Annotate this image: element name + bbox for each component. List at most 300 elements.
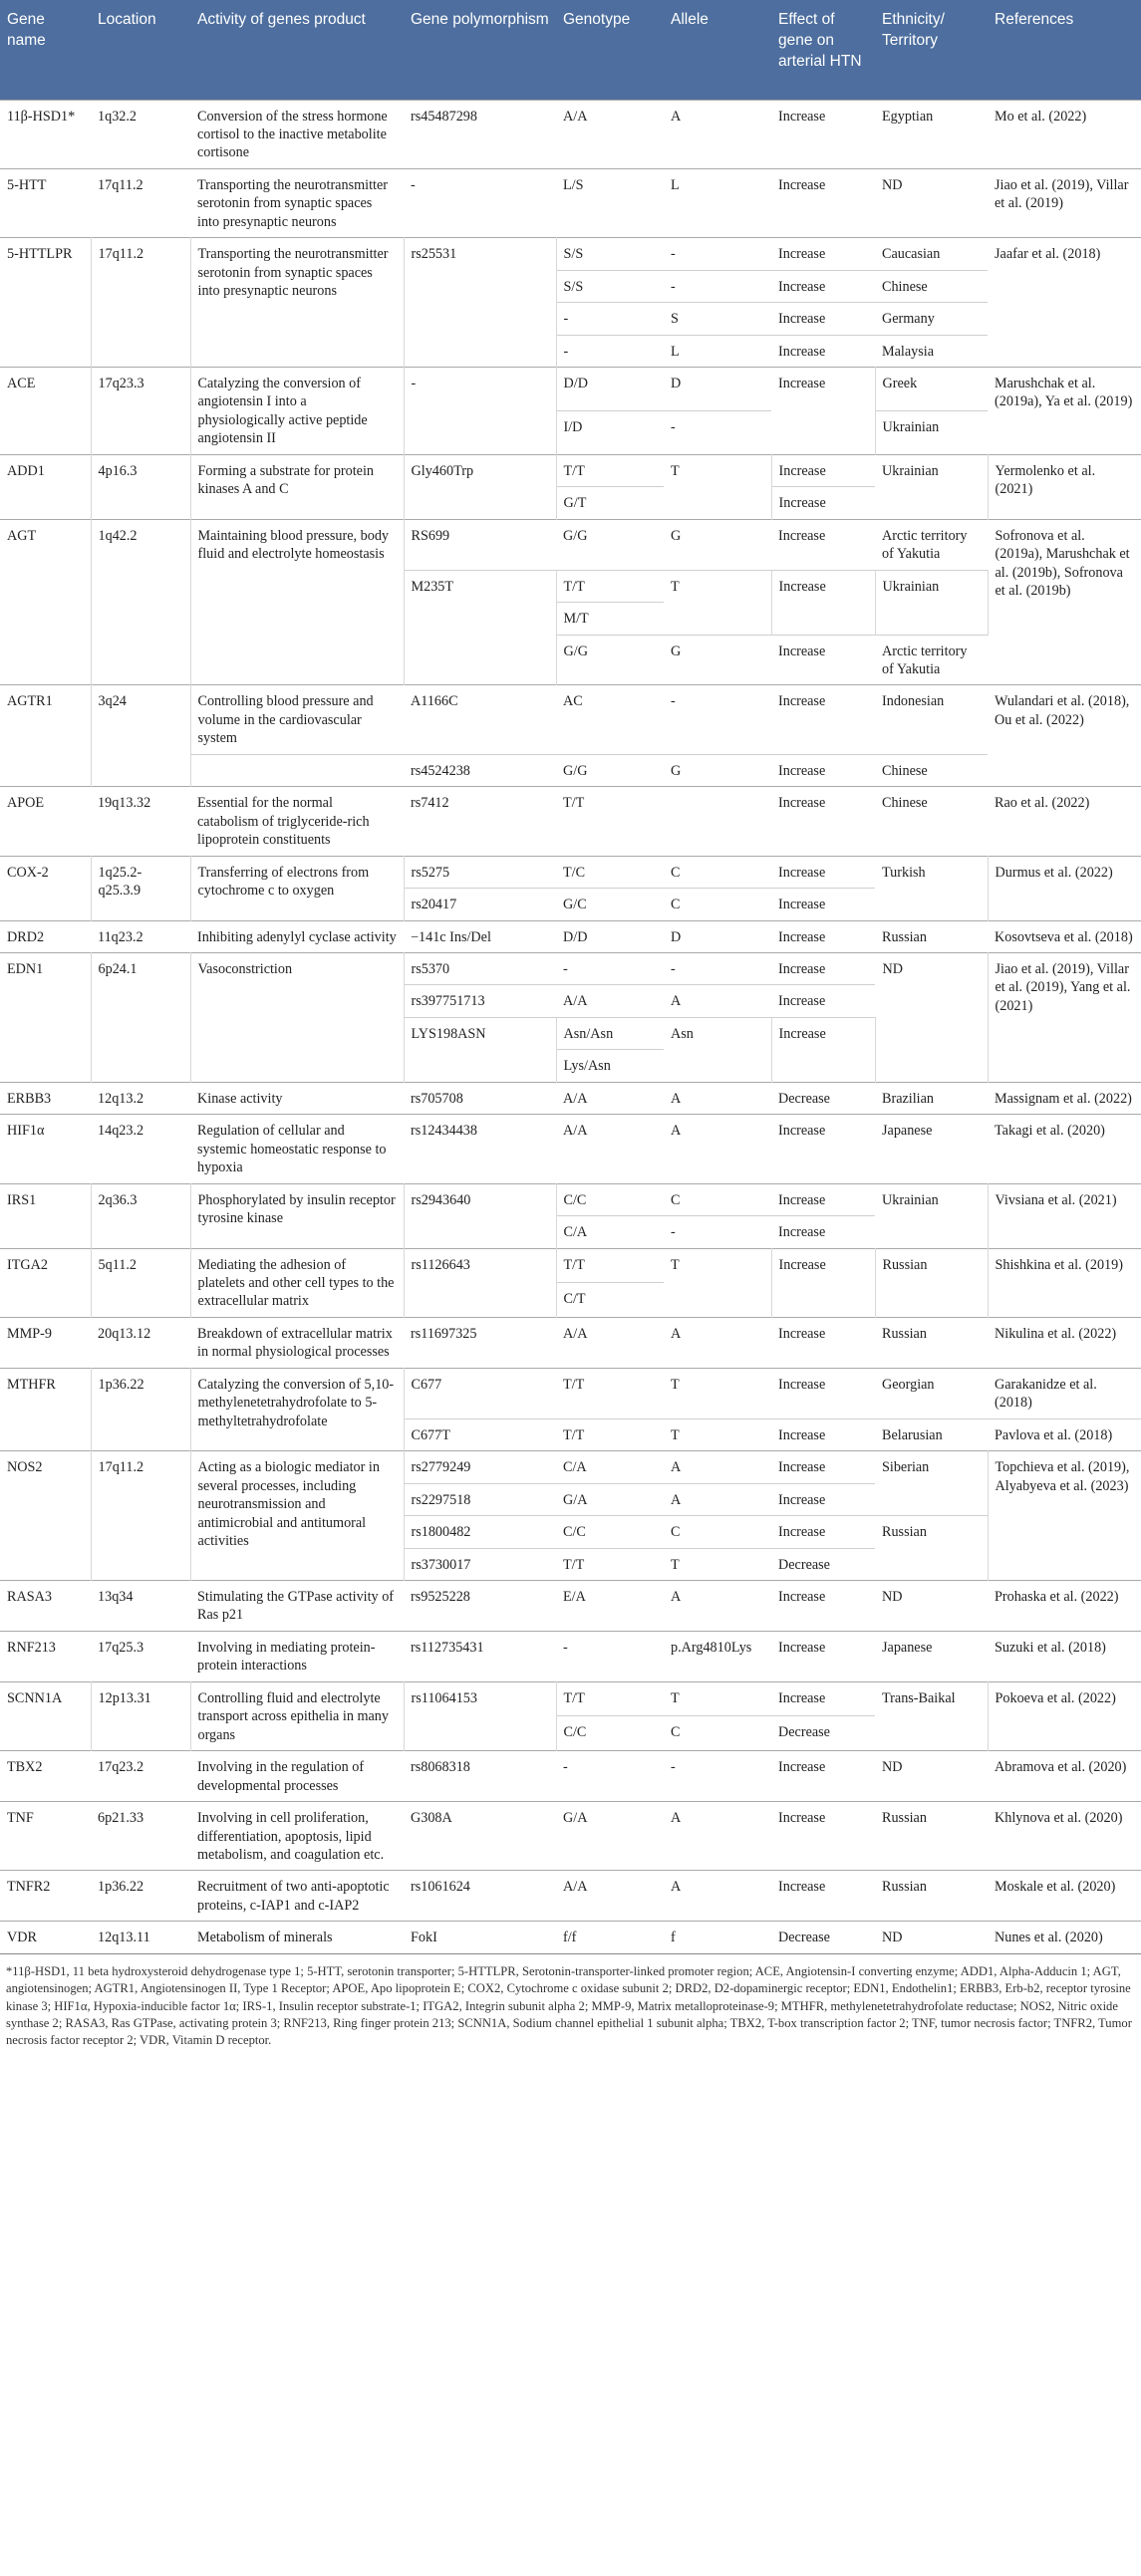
table-cell: ND — [875, 1580, 988, 1631]
table-cell: rs3730017 — [404, 1548, 556, 1580]
table-cell: T/T — [556, 454, 664, 486]
table-cell: T — [664, 1248, 771, 1317]
table-cell: −141c Ins/Del — [404, 920, 556, 952]
table-cell: 17q23.2 — [91, 1751, 190, 1802]
table-cell: Increase — [771, 1216, 875, 1248]
table-cell: rs2297518 — [404, 1483, 556, 1515]
table-cell: Increase — [771, 920, 875, 952]
table-cell: Arctic territory of Yakutia — [875, 519, 988, 570]
header-references: References — [988, 0, 1141, 100]
table-cell: 2q36.3 — [91, 1183, 190, 1248]
table-row — [0, 856, 1141, 888]
table-cell: C/A — [556, 1216, 664, 1248]
table-row — [0, 1451, 1141, 1483]
table-cell: Increase — [771, 100, 875, 168]
table-cell: Russian — [875, 1871, 988, 1922]
table-cell: Increase — [771, 1017, 875, 1082]
table-cell: A — [664, 1802, 771, 1871]
table-cell: 6p21.33 — [91, 1802, 190, 1871]
table-cell: ERBB3 — [0, 1082, 91, 1114]
table-cell: Increase — [771, 1681, 875, 1716]
table-cell: D — [664, 920, 771, 952]
table-row — [0, 787, 1141, 856]
table-cell: rs2943640 — [404, 1183, 556, 1248]
table-cell: HIF1α — [0, 1115, 91, 1183]
table-cell: 3q24 — [91, 685, 190, 787]
table-cell: ND — [875, 1922, 988, 1953]
table-cell: Increase — [771, 754, 875, 786]
table-cell: Chinese — [875, 787, 988, 856]
table-row — [0, 519, 1141, 570]
table-cell: Increase — [771, 1368, 875, 1418]
table-cell: - — [664, 238, 771, 270]
table-cell: Germany — [875, 303, 988, 335]
table-cell: A — [664, 1580, 771, 1631]
table-cell: Russian — [875, 1802, 988, 1871]
table-cell: Chinese — [875, 270, 988, 302]
table-cell: 19q13.32 — [91, 787, 190, 856]
table-cell: - — [664, 685, 771, 754]
table-row — [0, 368, 1141, 411]
table-cell: - — [664, 953, 771, 985]
table-cell: Prohaska et al. (2022) — [988, 1580, 1141, 1631]
table-cell: Asn/Asn — [556, 1017, 664, 1049]
table-cell: ND — [875, 1751, 988, 1802]
table-cell: Increase — [771, 303, 875, 335]
table-cell: 5q11.2 — [91, 1248, 190, 1317]
table-cell: A/A — [556, 1082, 664, 1114]
table-cell: f — [664, 1922, 771, 1953]
table-cell: rs397751713 — [404, 985, 556, 1017]
table-cell: Vasoconstriction — [190, 953, 404, 1083]
table-cell: Kosovtseva et al. (2018) — [988, 920, 1141, 952]
table-cell: Mo et al. (2022) — [988, 100, 1141, 168]
table-cell: C — [664, 856, 771, 888]
table-cell: 17q11.2 — [91, 238, 190, 368]
table-cell: Increase — [771, 685, 875, 754]
table-cell — [664, 787, 771, 856]
table-cell: IRS1 — [0, 1183, 91, 1248]
header-gene-name: Gene name — [0, 0, 91, 100]
table-cell: C/C — [556, 1516, 664, 1548]
table-cell: Decrease — [771, 1548, 875, 1580]
table-cell: 17q11.2 — [91, 168, 190, 237]
table-cell: Increase — [771, 1631, 875, 1681]
table-cell: 14q23.2 — [91, 1115, 190, 1183]
table-cell: M235T — [404, 570, 556, 685]
table-cell: ADD1 — [0, 454, 91, 519]
table-cell: Increase — [771, 368, 875, 455]
table-cell: MMP-9 — [0, 1317, 91, 1368]
table-body — [0, 100, 1141, 1953]
table-cell: M/T — [556, 603, 664, 635]
table-cell: A — [664, 985, 771, 1017]
table-cell: 5-HTT — [0, 168, 91, 237]
table-cell: rs45487298 — [404, 100, 556, 168]
table-cell: 1p36.22 — [91, 1368, 190, 1450]
table-cell: - — [664, 1216, 771, 1248]
table-cell: G/C — [556, 889, 664, 920]
table-cell: T/T — [556, 1548, 664, 1580]
table-cell: rs25531 — [404, 238, 556, 368]
table-cell: ND — [875, 168, 988, 237]
table-row — [0, 1082, 1141, 1114]
table-cell: Russian — [875, 1317, 988, 1368]
table-cell: G/A — [556, 1483, 664, 1515]
table-cell: L/S — [556, 168, 664, 237]
table-cell: T — [664, 1548, 771, 1580]
table-cell: Involving in mediating protein-protein interactions — [190, 1631, 404, 1681]
table-cell: Increase — [771, 856, 875, 888]
table-cell: Abramova et al. (2020) — [988, 1751, 1141, 1802]
table-cell: - — [664, 270, 771, 302]
table-cell: Shishkina et al. (2019) — [988, 1248, 1141, 1317]
table-cell: 6p24.1 — [91, 953, 190, 1083]
table-row — [0, 1751, 1141, 1802]
table-cell: T/T — [556, 570, 664, 602]
table-cell: FokI — [404, 1922, 556, 1953]
table-cell: rs11697325 — [404, 1317, 556, 1368]
table-row — [0, 1317, 1141, 1368]
table-cell: Georgian — [875, 1368, 988, 1418]
table-cell — [190, 754, 404, 786]
table-cell: rs12434438 — [404, 1115, 556, 1183]
table-cell: Increase — [771, 570, 875, 635]
table-cell: 1p36.22 — [91, 1871, 190, 1922]
table-cell: Increase — [771, 1871, 875, 1922]
table-cell: Transporting the neurotransmitter serotonin from synaptic spaces into presynaptic neurons — [190, 168, 404, 237]
table-cell: Mediating the adhesion of platelets and other cell types to the extracellular matrix — [190, 1248, 404, 1317]
table-cell: Increase — [771, 1580, 875, 1631]
table-cell: Increase — [771, 270, 875, 302]
table-cell: TNFR2 — [0, 1871, 91, 1922]
table-row — [0, 1115, 1141, 1183]
table-cell: C/T — [556, 1283, 664, 1318]
table-cell: G/A — [556, 1802, 664, 1871]
table-cell: Increase — [771, 238, 875, 270]
table-cell: Catalyzing the conversion of 5,10-methylenetetrahydrofolate to 5-methyltetrahydrofolate — [190, 1368, 404, 1450]
table-cell: Increase — [771, 487, 875, 519]
table-cell: 12q13.2 — [91, 1082, 190, 1114]
table-cell: G308A — [404, 1802, 556, 1871]
table-cell: Russian — [875, 1516, 988, 1581]
table-cell: - — [664, 410, 771, 454]
table-cell: Kinase activity — [190, 1082, 404, 1114]
table-cell: Suzuki et al. (2018) — [988, 1631, 1141, 1681]
table-cell: 17q25.3 — [91, 1631, 190, 1681]
table-cell: Increase — [771, 1802, 875, 1871]
table-cell: Controlling fluid and electrolyte transport across epithelia in many organs — [190, 1681, 404, 1750]
table-cell: Ukrainian — [875, 410, 988, 454]
table-cell: 17q11.2 — [91, 1451, 190, 1581]
table-cell: E/A — [556, 1580, 664, 1631]
table-cell: S/S — [556, 238, 664, 270]
table-cell: AGT — [0, 519, 91, 685]
table-cell: Increase — [771, 519, 875, 570]
table-cell: A/A — [556, 985, 664, 1017]
table-cell: Phosphorylated by insulin receptor tyrosine kinase — [190, 1183, 404, 1248]
table-cell: Topchieva et al. (2019), Alyabyeva et al. (2023) — [988, 1451, 1141, 1581]
table-cell: Chinese — [875, 754, 988, 786]
table-cell: Malaysia — [875, 335, 988, 367]
table-cell: Increase — [771, 1418, 875, 1450]
table-cell: LYS198ASN — [404, 1017, 556, 1082]
table-cell: Pokoeva et al. (2022) — [988, 1681, 1141, 1750]
table-cell: Increase — [771, 335, 875, 367]
table-cell: T/T — [556, 1681, 664, 1716]
table-cell: Belarusian — [875, 1418, 988, 1450]
table-cell: C/A — [556, 1451, 664, 1483]
table-cell: Ukrainian — [875, 454, 988, 519]
table-cell: VDR — [0, 1922, 91, 1953]
table-cell: A — [664, 1115, 771, 1183]
table-cell: Increase — [771, 1451, 875, 1483]
table-cell: Ukrainian — [875, 570, 988, 635]
table-cell: COX-2 — [0, 856, 91, 920]
table-cell: T — [664, 1418, 771, 1450]
table-cell: Controlling blood pressure and volume in the cardiovascular system — [190, 685, 404, 754]
table-cell: S — [664, 303, 771, 335]
table-cell: Asn — [664, 1017, 771, 1082]
table-row — [0, 168, 1141, 237]
table-cell: A/A — [556, 1115, 664, 1183]
table-cell: Involving in cell proliferation, differentiation, apoptosis, lipid metabolism, and coagulation etc. — [190, 1802, 404, 1871]
table-cell: - — [556, 1751, 664, 1802]
table-cell: T/T — [556, 787, 664, 856]
table-cell: Egyptian — [875, 100, 988, 168]
table-cell: Khlynova et al. (2020) — [988, 1802, 1141, 1871]
table-cell: C677T — [404, 1418, 556, 1450]
table-cell: A/A — [556, 100, 664, 168]
table-cell: Lys/Asn — [556, 1050, 664, 1082]
table-cell: AC — [556, 685, 664, 754]
table-cell: Decrease — [771, 1716, 875, 1751]
table-cell: T/T — [556, 1418, 664, 1450]
table-row — [0, 1248, 1141, 1283]
table-cell: L — [664, 335, 771, 367]
table-cell: - — [556, 1631, 664, 1681]
table-cell: Increase — [771, 985, 875, 1017]
table-cell: Increase — [771, 1248, 875, 1317]
table-cell: Involving in the regulation of developmental processes — [190, 1751, 404, 1802]
table-cell: Pavlova et al. (2018) — [988, 1418, 1141, 1450]
table-cell: Jaafar et al. (2018) — [988, 238, 1141, 368]
table-cell: MTHFR — [0, 1368, 91, 1450]
table-cell: Russian — [875, 920, 988, 952]
table-cell: Indonesian — [875, 685, 988, 754]
table-cell: Greek — [875, 368, 988, 411]
table-cell: Inhibiting adenylyl cyclase activity — [190, 920, 404, 952]
table-cell: rs1061624 — [404, 1871, 556, 1922]
table-cell: RASA3 — [0, 1580, 91, 1631]
table-cell: Nunes et al. (2020) — [988, 1922, 1141, 1953]
table-cell: C/C — [556, 1716, 664, 1751]
table-cell: C — [664, 1716, 771, 1751]
table-cell: Increase — [771, 953, 875, 985]
table-cell: G/T — [556, 487, 664, 519]
table-cell: D/D — [556, 368, 664, 411]
table-row — [0, 920, 1141, 952]
table-cell: - — [404, 368, 556, 455]
table-cell: 11β-HSD1* — [0, 100, 91, 168]
table-cell: G/G — [556, 754, 664, 786]
table-cell: A — [664, 1871, 771, 1922]
table-cell: - — [556, 953, 664, 985]
table-cell: G/G — [556, 635, 664, 685]
table-cell: rs9525228 — [404, 1580, 556, 1631]
table-cell: rs11064153 — [404, 1681, 556, 1750]
header-polymorphism: Gene polymorphism — [404, 0, 556, 100]
table-row — [0, 100, 1141, 168]
table-cell: Russian — [875, 1248, 988, 1317]
table-row — [0, 1922, 1141, 1953]
table-cell: L — [664, 168, 771, 237]
table-cell: A/A — [556, 1317, 664, 1368]
table-cell: RS699 — [404, 519, 556, 570]
table-cell: Durmus et al. (2022) — [988, 856, 1141, 920]
table-cell: Ukrainian — [875, 1183, 988, 1248]
table-cell: Gly460Trp — [404, 454, 556, 519]
table-cell: p.Arg4810Lys — [664, 1631, 771, 1681]
table-cell: rs2779249 — [404, 1451, 556, 1483]
table-row — [0, 1183, 1141, 1215]
table-cell: Wulandari et al. (2018), Ou et al. (2022) — [988, 685, 1141, 787]
table-cell: TBX2 — [0, 1751, 91, 1802]
table-cell: rs8068318 — [404, 1751, 556, 1802]
table-cell: Forming a substrate for protein kinases A and C — [190, 454, 404, 519]
table-cell: Increase — [771, 787, 875, 856]
table-cell: G — [664, 754, 771, 786]
table-cell: 1q42.2 — [91, 519, 190, 685]
table-cell: Transporting the neurotransmitter serotonin from synaptic spaces into presynaptic neurons — [190, 238, 404, 368]
table-cell: Sofronova et al. (2019a), Marushchak et al. (2019b), Sofronova et al. (2019b) — [988, 519, 1141, 685]
table-cell: Jiao et al. (2019), Villar et al. (2019) — [988, 168, 1141, 237]
table-cell: T — [664, 454, 771, 519]
table-cell: Turkish — [875, 856, 988, 920]
table-cell: A — [664, 1317, 771, 1368]
table-cell: A — [664, 1082, 771, 1114]
table-cell: - — [664, 1751, 771, 1802]
table-row — [0, 953, 1141, 985]
table-cell: rs1800482 — [404, 1516, 556, 1548]
table-cell: Acting as a biologic mediator in several processes, including neurotransmission and antimicrobial and antitumoral activities — [190, 1451, 404, 1581]
table-cell: rs7412 — [404, 787, 556, 856]
table-cell: T/T — [556, 1248, 664, 1283]
table-cell: A — [664, 1451, 771, 1483]
table-cell: Increase — [771, 454, 875, 486]
table-row — [0, 1631, 1141, 1681]
table-cell: C677 — [404, 1368, 556, 1418]
table-row — [0, 685, 1141, 754]
table-cell: Increase — [771, 1483, 875, 1515]
table-row — [0, 1368, 1141, 1418]
table-cell: C — [664, 1183, 771, 1215]
table-cell: EDN1 — [0, 953, 91, 1083]
table-cell: 17q23.3 — [91, 368, 190, 455]
header-ethnicity: Ethnicity/ Territory — [875, 0, 988, 100]
table-cell: Increase — [771, 1317, 875, 1368]
table-cell: C — [664, 1516, 771, 1548]
table-cell: ACE — [0, 368, 91, 455]
table-cell: Essential for the normal catabolism of triglyceride-rich lipoprotein constituents — [190, 787, 404, 856]
table-cell: DRD2 — [0, 920, 91, 952]
table-cell: Brazilian — [875, 1082, 988, 1114]
table-cell: C — [664, 889, 771, 920]
table-cell: Garakanidze et al. (2018) — [988, 1368, 1141, 1418]
table-cell: Moskale et al. (2020) — [988, 1871, 1141, 1922]
table-cell: Trans-Baikal — [875, 1681, 988, 1750]
table-cell: A/A — [556, 1871, 664, 1922]
table-cell: - — [404, 168, 556, 237]
table-cell: Maintaining blood pressure, body fluid and electrolyte homeostasis — [190, 519, 404, 685]
table-cell: Increase — [771, 889, 875, 920]
table-cell: Vivsiana et al. (2021) — [988, 1183, 1141, 1248]
table-cell: 1q32.2 — [91, 100, 190, 168]
header-allele: Allele — [664, 0, 771, 100]
table-cell: ND — [875, 953, 988, 1083]
table-cell: T — [664, 570, 771, 635]
header-activity: Activity of genes product — [190, 0, 404, 100]
header-genotype: Genotype — [556, 0, 664, 100]
table-cell: 1q25.2-q25.3.9 — [91, 856, 190, 920]
table-footnote: *11β-HSD1, 11 beta hydroxysteroid dehydrogenase type 1; 5-HTT, serotonin transporter; 5-HTTLPR, Serotonin-transporter-linked promoter region; ACE, Angiotensin-I converting enzyme; ADD1, Alpha-Adducin 1; AGT, angiotensinogen; AGTR1, Angiotensinogen II, Type 1 Receptor; APOE, Apo lipoprotein E; COX2, Cytochrome c oxidase subunit 2; DRD2, D2-dopaminergic receptor; EDN1, Endothelin1; ERBB3, Erb-b2, receptor tyrosine kinase 3; HIF1α, Hypoxia-inducible factor 1α; IRS-1, Insulin receptor substrate-1; ITGA2, Integrin subunit alpha 2; MMP-9, Matrix metalloproteinase-9; MTHFR, methylenetetrahydrofolate reductase; NOS2, Nitric oxide synthase 2; RASA3, Ras GTPase, activating protein 3; RNF213, Ring finger protein 213; SCNN1A, Sodium channel epithelial 1 subunit alpha; TBX2, T-box transcription factor 2; TNF, tumor necrosis factor; TNFR2, Tumor necrosis factor receptor 2; VDR, Vitamin D receptor. — [0, 1953, 1141, 2050]
table-cell: Increase — [771, 1751, 875, 1802]
table-cell: rs4524238 — [404, 754, 556, 786]
table-cell: D — [664, 368, 771, 411]
table-cell: AGTR1 — [0, 685, 91, 787]
table-cell: G — [664, 635, 771, 685]
table-cell: 12p13.31 — [91, 1681, 190, 1750]
table-cell: f/f — [556, 1922, 664, 1953]
table-row — [0, 1580, 1141, 1631]
table-cell: 20q13.12 — [91, 1317, 190, 1368]
table-cell: Increase — [771, 1115, 875, 1183]
header-effect: Effect of gene on arterial HTN — [771, 0, 875, 100]
table-cell: Massignam et al. (2022) — [988, 1082, 1141, 1114]
table-cell: 12q13.11 — [91, 1922, 190, 1953]
table-cell: D/D — [556, 920, 664, 952]
table-cell: G/G — [556, 519, 664, 570]
table-cell: rs112735431 — [404, 1631, 556, 1681]
table-cell: T — [664, 1368, 771, 1418]
table-cell: T — [664, 1681, 771, 1716]
table-cell: A — [664, 100, 771, 168]
table-cell: - — [556, 303, 664, 335]
table-cell: ITGA2 — [0, 1248, 91, 1317]
table-cell: Nikulina et al. (2022) — [988, 1317, 1141, 1368]
table-row — [0, 238, 1141, 270]
table-cell: NOS2 — [0, 1451, 91, 1581]
table-cell: TNF — [0, 1802, 91, 1871]
table-cell: rs705708 — [404, 1082, 556, 1114]
table-cell: rs20417 — [404, 889, 556, 920]
table-cell: Rao et al. (2022) — [988, 787, 1141, 856]
table-cell: rs5275 — [404, 856, 556, 888]
table-cell: T/C — [556, 856, 664, 888]
table-cell: rs5370 — [404, 953, 556, 985]
table-cell: S/S — [556, 270, 664, 302]
table-cell: Increase — [771, 1516, 875, 1548]
table-cell: Catalyzing the conversion of angiotensin I into a physiologically active peptide angiotensin II — [190, 368, 404, 455]
table-cell: T/T — [556, 1368, 664, 1418]
table-cell: Arctic territory of Yakutia — [875, 635, 988, 685]
table-row — [0, 1802, 1141, 1871]
table-cell: C/C — [556, 1183, 664, 1215]
table-cell: Marushchak et al. (2019a), Ya et al. (2019) — [988, 368, 1141, 455]
table-cell: Japanese — [875, 1631, 988, 1681]
table-cell: Siberian — [875, 1451, 988, 1516]
table-cell: Yermolenko et al. (2021) — [988, 454, 1141, 519]
